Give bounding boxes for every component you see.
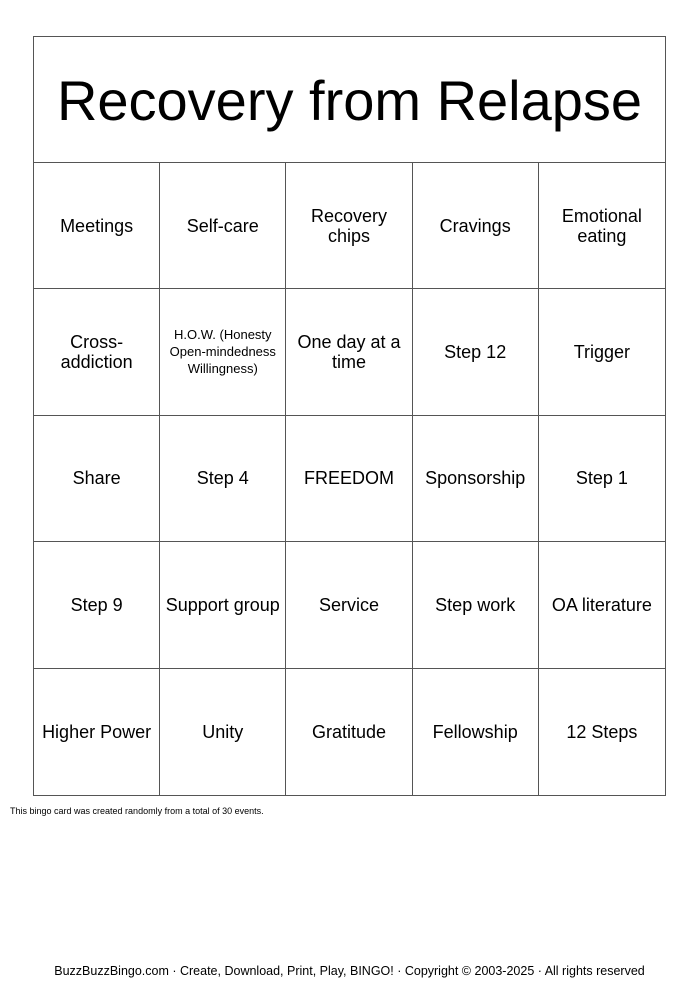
bingo-cell[interactable] [160, 669, 286, 795]
bingo-cell[interactable] [34, 669, 160, 795]
cell-label: Support group [165, 594, 280, 615]
cell-label: Trigger [573, 342, 631, 363]
bingo-cell[interactable] [160, 289, 286, 415]
bingo-cell[interactable] [34, 289, 160, 415]
cell-label: Share [72, 468, 121, 489]
cell-label: Step 4 [196, 468, 249, 489]
bingo-cell[interactable] [539, 416, 665, 542]
bingo-cell[interactable] [286, 542, 412, 668]
bingo-cell[interactable] [539, 542, 665, 668]
generation-note: This bingo card was created randomly from a total of 30 events. [10, 806, 264, 816]
site-footer: BuzzBuzzBingo.com · Create, Download, Print, Play, BINGO! · Copyright © 2003-2025 · All rights reserved [54, 964, 645, 978]
bingo-cell[interactable] [34, 542, 160, 668]
cell-label: Step 1 [575, 468, 628, 489]
cell-label: Self-care [186, 215, 259, 236]
bingo-cell[interactable] [34, 416, 160, 542]
bingo-cell[interactable] [413, 669, 539, 795]
bingo-cell[interactable] [539, 289, 665, 415]
cell-label: OA literature [551, 594, 652, 615]
cell-label: Service [318, 594, 379, 615]
cell-label: Cross-addiction [60, 331, 133, 373]
cell-label: Unity [202, 721, 244, 742]
bingo-cell[interactable] [413, 289, 539, 415]
bingo-card [33, 36, 666, 796]
bingo-cell[interactable] [413, 163, 539, 289]
cell-label: Gratitude [311, 721, 387, 742]
bingo-cell[interactable] [286, 163, 412, 289]
cell-label: FREEDOM [303, 468, 394, 489]
cell-label: Cravings [439, 215, 511, 236]
cell-label: Sponsorship [425, 468, 526, 489]
cell-label: Fellowship [432, 721, 518, 742]
title-row [34, 37, 665, 163]
card-title: Recovery from Relapse [56, 68, 643, 132]
cell-label: Step 12 [444, 342, 507, 363]
cell-label: Meetings [60, 215, 134, 236]
bingo-cell[interactable] [286, 669, 412, 795]
cell-label: Step 9 [70, 594, 123, 615]
bingo-grid [34, 163, 665, 795]
cell-label: H.O.W. (Honesty Open-mindedness Willingness) [169, 326, 276, 376]
cell-label: One day at a time [297, 331, 401, 373]
cell-label: Emotional eating [561, 205, 642, 246]
bingo-cell[interactable] [286, 289, 412, 415]
bingo-cell-center[interactable] [286, 416, 412, 542]
bingo-cell[interactable] [160, 416, 286, 542]
bingo-cell[interactable] [160, 163, 286, 289]
bingo-cell[interactable] [539, 163, 665, 289]
bingo-cell[interactable] [160, 542, 286, 668]
cell-label: Step work [435, 594, 516, 615]
bingo-cell[interactable] [413, 416, 539, 542]
cell-label: Recovery chips [310, 205, 387, 246]
cell-label: 12 Steps [566, 721, 638, 742]
bingo-cell[interactable] [539, 669, 665, 795]
bingo-cell[interactable] [413, 542, 539, 668]
bingo-cell[interactable] [34, 163, 160, 289]
cell-label: Higher Power [42, 721, 152, 742]
